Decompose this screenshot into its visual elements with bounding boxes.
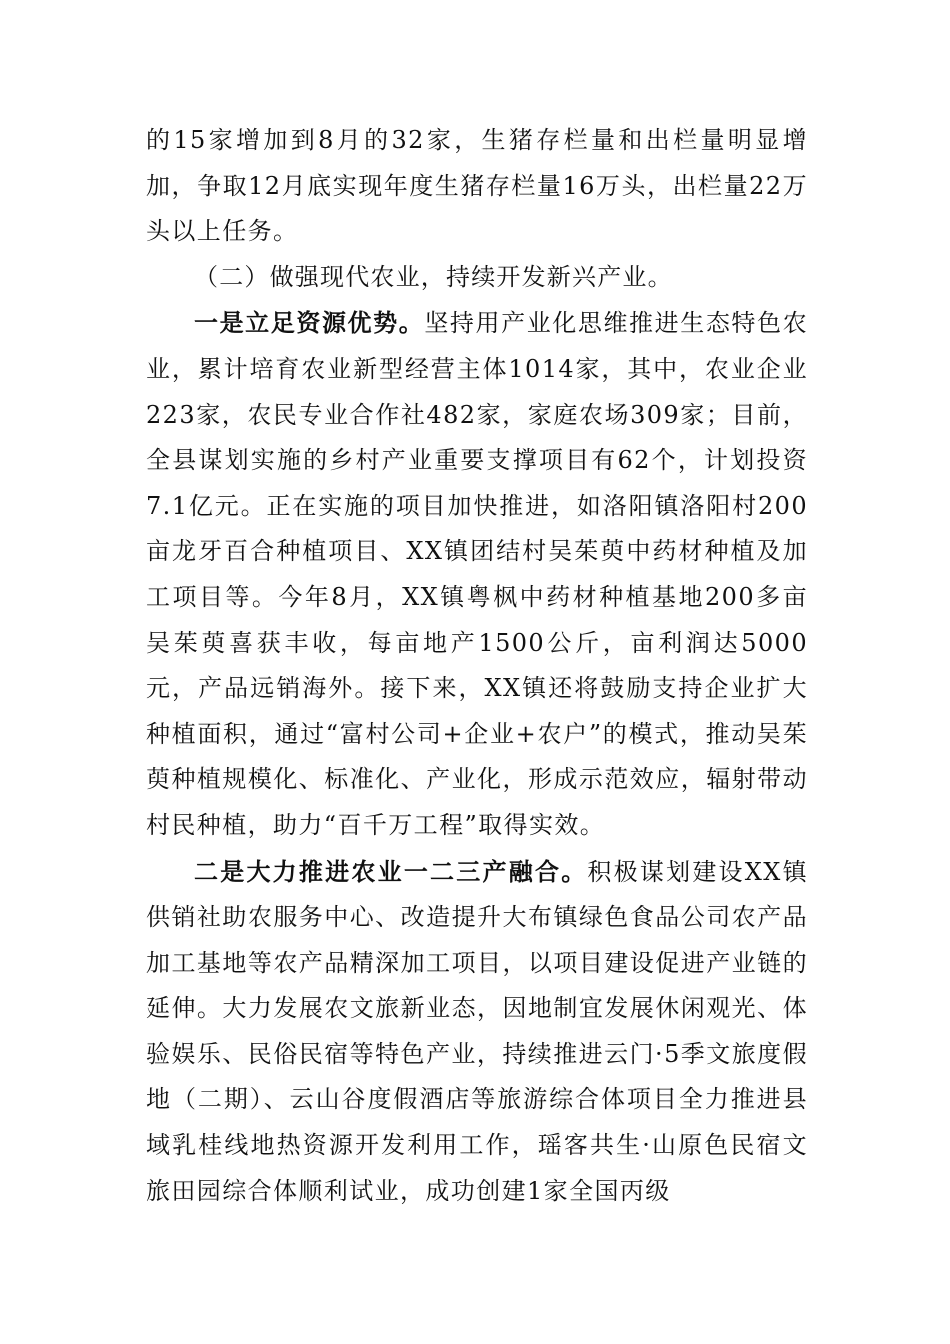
point-one-lead: 一是立足资源优势。 (194, 308, 425, 338)
section-heading (146, 255, 808, 301)
paragraph-continuation-text: 的15家增加到8月的32家，生猪存栏量和出栏量明显增加，争取12月底实现年度生猪存栏量16万头，出栏量22万头以上任务。 (146, 126, 808, 246)
paragraph-continuation (146, 118, 808, 255)
point-one-paragraph (146, 300, 808, 848)
section-heading-text: （二）做强现代农业，持续开发新兴产业。 (194, 262, 673, 291)
point-two-paragraph (146, 849, 808, 1215)
point-two-body: 积极谋划建设XX镇供销社助农服务中心、改造提升大布镇绿色食品公司农产品加工基地等农产品精深加工项目，以项目建设促进产业链的延伸。大力发展农文旅新业态，因地制宜发展休闲观光、体验娱乐、民俗民宿等特色产业，持续推进云门·5季文旅度假地（二期）、云山谷度假酒店等旅游综合体项目全力推进县域乳桂线地热资源开发利用工作，瑶客共生·山原色民宿文旅田园综合体顺利试业，成功创建1家全国丙级 (146, 857, 808, 1205)
point-two-lead: 二是大力推进农业一二三产融合。 (194, 856, 588, 886)
point-one-body: 坚持用产业化思维推进生态特色农业，累计培育农业新型经营主体1014家，其中，农业企业223家，农民专业合作社482家，家庭农场309家；目前，全县谋划实施的乡村产业重要支撑项目有62个，计划投资7.1亿元。正在实施的项目加快推进，如洛阳镇洛阳村200亩龙牙百合种植项目、XX镇团结村吴茱萸中药材种植及加工项目等。今年8月，XX镇粤枫中药材种植基地200多亩吴茱萸喜获丰收，每亩地产1500公斤，亩利润达5000元，产品远销海外。接下来，XX镇还将鼓励支持企业扩大种植面积，通过“富村公司+企业+农户”的模式，推动吴茱萸种植规模化、标准化、产业化，形成示范效应，辐射带动村民种植，助力“百千万工程”取得实效。 (146, 309, 808, 839)
document-body (146, 118, 808, 1214)
